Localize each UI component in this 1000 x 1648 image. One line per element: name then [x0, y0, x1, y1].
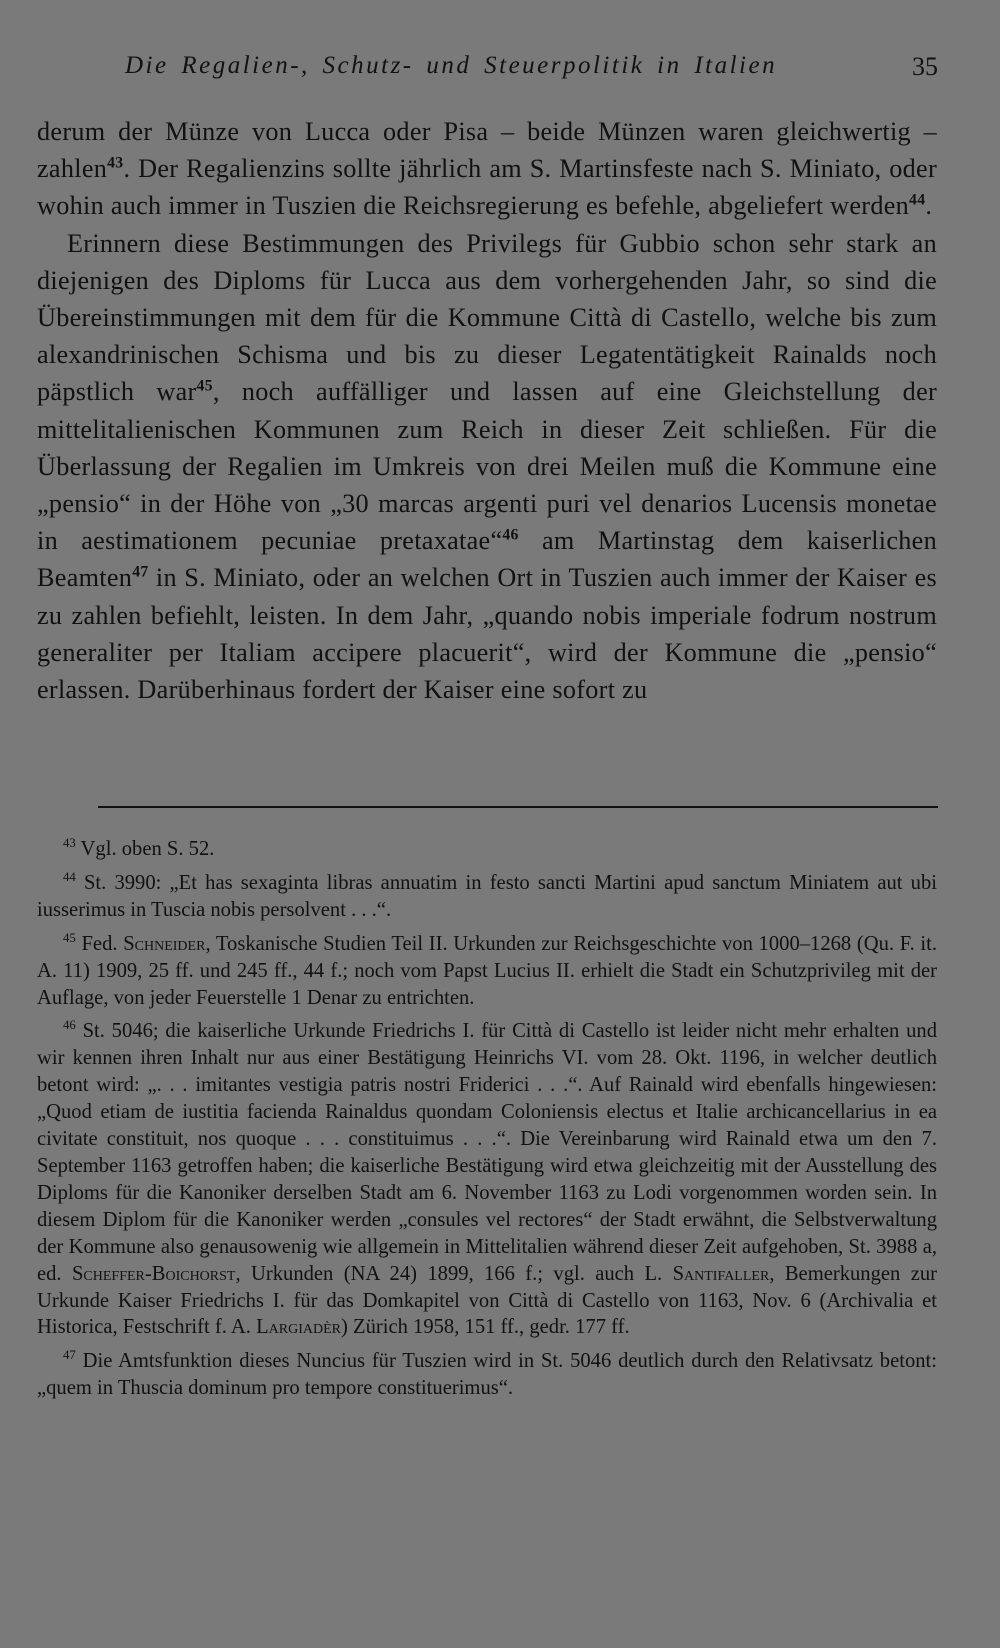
footnote-text: Die Amtsfunktion dieses Nuncius für Tuszien wird in St. 5046 deutlich durch den Relativsatz betont: „quem in Thuscia dominum pro tempore constituerimus“.: [37, 1350, 938, 1400]
footnote-47: [37, 1348, 937, 1402]
text-run: am Martinstag dem kaiserlichen Beamten: [37, 526, 937, 593]
footnote-text: , Bemerkungen zur Urkunde Kaiser Friedrichs I. für das Domkapitel von Città di Castello von 1163, Nov. 6 (Archivalia et Historica, Festschrift f. A.: [37, 1262, 937, 1339]
author-name: Largiadèr: [256, 1316, 341, 1339]
text-run: in S. Miniato, oder an welchen Ort in Tuszien auch immer der Kaiser es zu zahlen befiehlt, leisten. In dem Jahr, „quando nobis imperiale fodrum nostrum generaliter per Italiam accipere placuerit“, wird der Kommune die „pensio“ erlassen. Darüberhinaus fordert der Kaiser eine sofort zu: [37, 563, 937, 705]
footnote-number: 45: [63, 930, 76, 945]
footnote-text: ) Zürich 1958, 151 ff., gedr. 177 ff.: [340, 1316, 630, 1339]
main-text: [37, 113, 937, 708]
footnote-text: Fed.: [81, 932, 124, 955]
text-run: Erinnern diese Bestimmungen des Privilegs für Gubbio schon sehr stark an diejenigen des Diploms für Lucca aus dem vorhergehenden Jahr, so sind die Übereinstimmungen mit dem für die Kommune Città di Castello, welche bis zum alexandrinischen Schisma und bis zu dieser Legatentätigkeit Rainalds noch päpstlich war: [37, 228, 937, 407]
footnote-45: [37, 931, 937, 1012]
page-number: 35: [912, 52, 938, 81]
footnote-ref: 44: [909, 191, 926, 209]
footnote-text: St. 3990: „Et has sexaginta libras annuatim in festo sancti Martini apud sanctum Miniatem aut ubi iusserimus in Tuscia nobis persolvent . . .“.: [37, 871, 937, 921]
footnote-ref: 47: [132, 563, 149, 581]
footnote-text: Vgl. oben S. 52.: [80, 838, 215, 860]
footnote-46: [37, 1018, 937, 1341]
author-name: Santifaller: [672, 1262, 770, 1285]
footnote-ref: 45: [196, 377, 213, 395]
author-name: Schneider: [123, 932, 206, 955]
text-run: .: [925, 191, 933, 221]
text-run: derum der Münze von Lucca oder Pisa – beide Münzen waren gleichwertig – zahlen: [37, 117, 937, 184]
text-run: . Der Regalienzins sollte jährlich am S. Martinsfeste nach S. Miniato, oder wohin auch immer in Tuszien die Reichsregierung es befehle, abgeliefert werden: [37, 154, 937, 221]
footnote-number: 43: [63, 836, 76, 851]
footnote-ref: 46: [502, 526, 519, 544]
footnote-separator: [98, 806, 938, 808]
footnote-text: , Toskanische Studien Teil II. Urkunden zur Reichsgeschichte von 1000–1268 (Qu. F. it. A. 11) 1909, 25 ff. und 245 ff., 44 f.; noch vom Papst Lucius II. erhielt die Stadt ein Schutzprivileg mit der Auflage, von jeder Feuerstelle 1 Denar zu entrichten.: [37, 932, 938, 1009]
footnote-number: 46: [63, 1018, 76, 1033]
footnote-43: [37, 836, 937, 863]
paragraph-2: [37, 225, 937, 709]
text-run: , noch auffälliger und lassen auf eine Gleichstellung der mittelitalienischen Kommunen zum Reich in dieser Zeit schließen. Für die Überlassung der Regalien im Umkreis von drei Meilen muß die Kommune eine „pensio“ in der Höhe von „30 marcas argenti puri vel denarios Lucensis monetae in aestimationem pecuniae pretaxatae“: [37, 377, 938, 556]
author-name: Scheffer-Boichorst: [71, 1262, 236, 1285]
running-title: Die Regalien-, Schutz- und Steuerpolitik in Italien: [125, 52, 778, 79]
running-head: [0, 52, 1000, 92]
footnote-ref: 43: [107, 154, 124, 172]
footnotes: [37, 836, 937, 1409]
footnote-44: [37, 870, 937, 924]
footnote-text: , Urkunden (NA 24) 1899, 166 f.; vgl. auch L.: [235, 1262, 673, 1285]
footnote-number: 44: [63, 870, 76, 885]
footnote-number: 47: [63, 1348, 76, 1363]
paragraph-1: [37, 113, 937, 225]
footnote-text: St. 5046; die kaiserliche Urkunde Friedrichs I. für Città di Castello ist leider nicht mehr erhalten und wir kennen ihren Inhalt nur aus einer Bestätigung Heinrichs VI. vom 28. Okt. 1196, in welcher deutlich betont wird: „. . . imitantes vestigia patris nostri Friderici . . .“. Auf Rainald wird ebenfalls hingewiesen: „Quod etiam de iustitia facienda Rainaldus quondam Coloniensis electus et Italie archicancellarius in ea civitate constituit, nos quoque . . . constituimus . . .“. Die Vereinbarung wird Rainald etwa um den 7. September 1163 getroffen haben; die kaiserliche Bestätigung wird etwa gleichzeitig mit der Ausstellung des Diploms für die Kanoniker derselben Stadt am 6. November 1163 zu Lodi vorgenommen worden sein. In diesem Diplom für die Kanoniker werden „consules vel rectores“ der Stadt erwähnt, die Selbstverwaltung der Kommune also genausowenig wie allgemein in Mittelitalien während dieser Zeit aufgehoben, St. 3988 a, ed.: [37, 1020, 937, 1285]
